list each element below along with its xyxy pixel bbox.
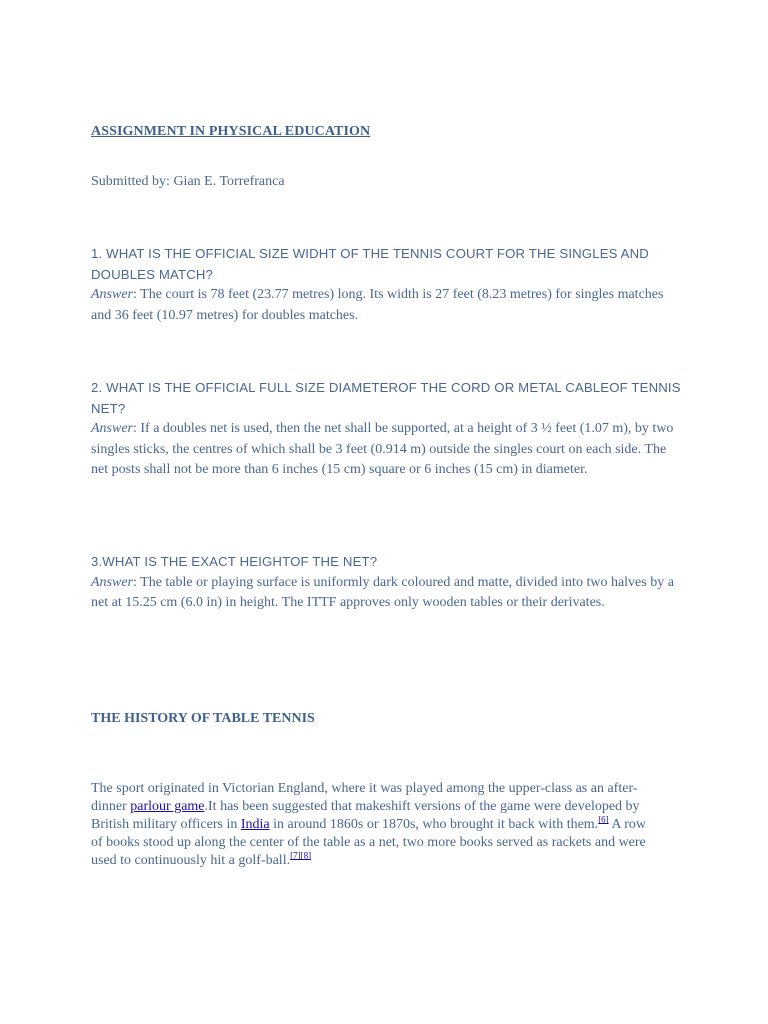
india-link[interactable]: India xyxy=(240,817,270,832)
answer-text: : If a doubles net is used, then the net shall be supported, at a height of 3 ½ feet (1.07 m), by two singles sticks, the centres of which shall be 3 feet (0.914 m) outside the singles court on each side. The net posts shall not be more than 6 inches (15 cm) square or 6 inches (15 cm) in diameter. xyxy=(91,421,674,477)
parlour-game-link[interactable]: parlour game xyxy=(130,799,205,814)
reference-link-6[interactable]: [6] xyxy=(598,814,609,825)
history-text-4: A row of books stood up along the center of the table as a net, two more books served as rackets and were used to continuously hit a golf-ball. xyxy=(91,817,647,868)
answer-text: : The court is 78 feet (23.77 metres) long. Its width is 27 feet (8.23 metres) for singles matches and 36 feet (10.97 metres) for doubles matches. xyxy=(91,287,664,323)
reference-link-7-8[interactable]: [7][8] xyxy=(290,850,312,861)
answer-label: Answer xyxy=(91,421,133,436)
question-text: 3.WHAT IS THE EXACT HEIGHTOF THE NET? xyxy=(91,554,378,569)
history-section-title: THE HISTORY OF TABLE TENNIS xyxy=(91,711,315,726)
history-text-1: The sport originated in Victorian England, where it was played among the upper-class as an after-dinner xyxy=(91,781,638,814)
question-block-3 xyxy=(91,552,681,614)
history-paragraph xyxy=(91,780,661,870)
history-text-3: in around 1860s or 1870s, who brought it back with them. xyxy=(269,817,599,832)
question-block-1 xyxy=(91,244,681,326)
question-text: 2. WHAT IS THE OFFICIAL FULL SIZE DIAMETEROF THE CORD OR METAL CABLEOF TENNIS NET? xyxy=(91,380,681,416)
question-block-2 xyxy=(91,378,681,481)
question-text: 1. WHAT IS THE OFFICIAL SIZE WIDHT OF THE TENNIS COURT FOR THE SINGLES AND DOUBLES MATCH? xyxy=(91,246,649,282)
answer-label: Answer xyxy=(91,574,133,590)
answer-text: : The table or playing surface is uniformly dark coloured and matte, divided into two halves by a net at 15.25 cm (6.0 in) in height. The ITTF approves only wooden tables or their derivates. xyxy=(91,574,674,610)
answer-label: Answer xyxy=(91,287,133,302)
submitted-by-line: Submitted by: Gian E. Torrefranca xyxy=(91,174,285,189)
history-text-2: .It has been suggested that makeshift versions of the game were developed by British military officers in xyxy=(91,799,640,832)
document-title: ASSIGNMENT IN PHYSICAL EDUCATION xyxy=(91,124,371,139)
